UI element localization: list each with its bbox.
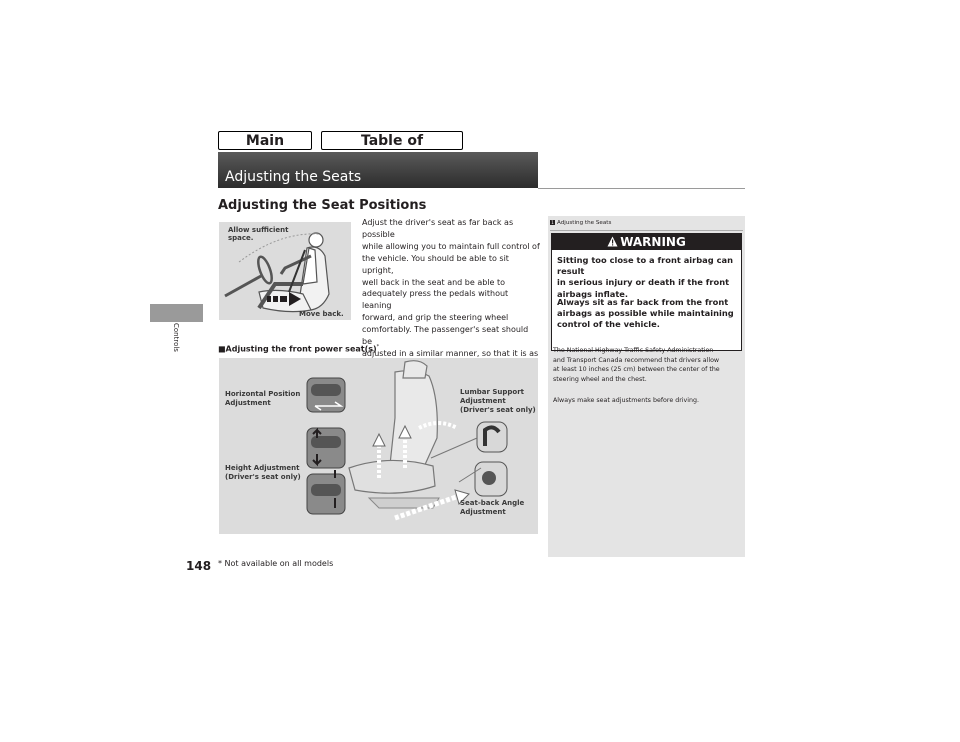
warning-paragraph-2: [557, 297, 737, 331]
note-line: and Transport Canada recommend that drivers allow: [553, 356, 720, 364]
header-rule: [538, 188, 745, 189]
sidebar-rule: [550, 230, 743, 231]
chapter-side-tab: [150, 304, 203, 322]
note-line: at least 10 inches (25 cm) between the center of the: [553, 366, 720, 374]
power-seat-figure: [219, 358, 538, 534]
info-sidebar: [548, 216, 745, 557]
subsection-title-text: ■Adjusting the front power seat(s): [218, 344, 377, 354]
sidebar-note-1: [553, 346, 741, 384]
note-line: steering wheel and the chest.: [553, 375, 647, 383]
warning-title: WARNING: [620, 235, 686, 249]
fig1-label-move-back: Move back.: [299, 310, 344, 318]
fig1-label-space-2: space.: [228, 234, 254, 242]
horizontal-adjustment-label-2: Adjustment: [225, 399, 271, 407]
main-menu-button[interactable]: Main: [218, 131, 312, 150]
warning-header: [552, 234, 741, 250]
warning-box: [551, 233, 742, 351]
page-title: Adjusting the Seats: [225, 169, 362, 185]
footnote: * Not available on all models: [218, 559, 334, 568]
warning-paragraph-1: [557, 255, 737, 300]
warning-line: in serious injury or death if the front: [557, 277, 730, 288]
chapter-banner: [218, 152, 538, 188]
body-line: adequately press the pedals without leaning: [362, 289, 509, 311]
sidebar-heading-text: Adjusting the Seats: [557, 220, 612, 226]
body-line: forward, and grip the steering wheel: [362, 313, 509, 323]
body-line: Adjust the driver's seat as far back as possible: [362, 218, 514, 239]
section-title: Adjusting the Seat Positions: [218, 198, 427, 213]
body-line: well back in the seat and be able to: [362, 277, 506, 287]
warning-line: airbags as possible while maintaining: [557, 308, 734, 319]
subsection-title: [218, 344, 379, 354]
fig1-label-space-1: Allow sufficient: [228, 226, 289, 234]
sidebar-note-2: Always make seat adjustments before driving.: [553, 397, 700, 404]
seatback-angle-label-2: Adjustment: [460, 508, 506, 516]
body-line: comfortably. The passenger's seat should be: [362, 325, 529, 347]
lumbar-support-label-2: Adjustment: [460, 397, 506, 405]
seatback-angle-label-1: Seat-back Angle: [460, 499, 525, 507]
body-line: adjusted in a similar manner, so that it is as: [362, 348, 539, 358]
page-number: 148: [186, 559, 212, 573]
warning-line: airbags inflate.: [557, 288, 629, 299]
not-all-models-marker: *: [376, 344, 380, 350]
warning-triangle-icon: [607, 236, 618, 247]
table-of-contents-button[interactable]: Table of: [321, 131, 463, 150]
seating-position-figure: [219, 222, 351, 320]
chapter-label-text: Controls: [172, 323, 180, 352]
warning-line: control of the vehicle.: [557, 319, 660, 330]
body-line: while allowing you to maintain full control of: [362, 241, 540, 251]
sidebar-heading: [550, 220, 611, 226]
warning-line: Always sit as far back from the front: [557, 297, 729, 307]
lumbar-support-label-1: Lumbar Support: [460, 388, 525, 396]
note-line: The National Highway Traffic Safety Administration: [553, 347, 714, 354]
chapter-side-label: [166, 323, 186, 383]
body-line: the vehicle. You should be able to sit upright,: [362, 253, 509, 275]
height-adjustment-label-1: Height Adjustment: [225, 464, 300, 472]
reference-icon: 1: [551, 220, 554, 225]
horizontal-adjustment-label-1: Horizontal Position: [225, 390, 301, 398]
lumbar-support-label-3: (Driver's seat only): [460, 406, 536, 414]
warning-line: Sitting too close to a front airbag can result: [557, 255, 734, 277]
height-adjustment-label-2: (Driver's seat only): [225, 473, 301, 481]
